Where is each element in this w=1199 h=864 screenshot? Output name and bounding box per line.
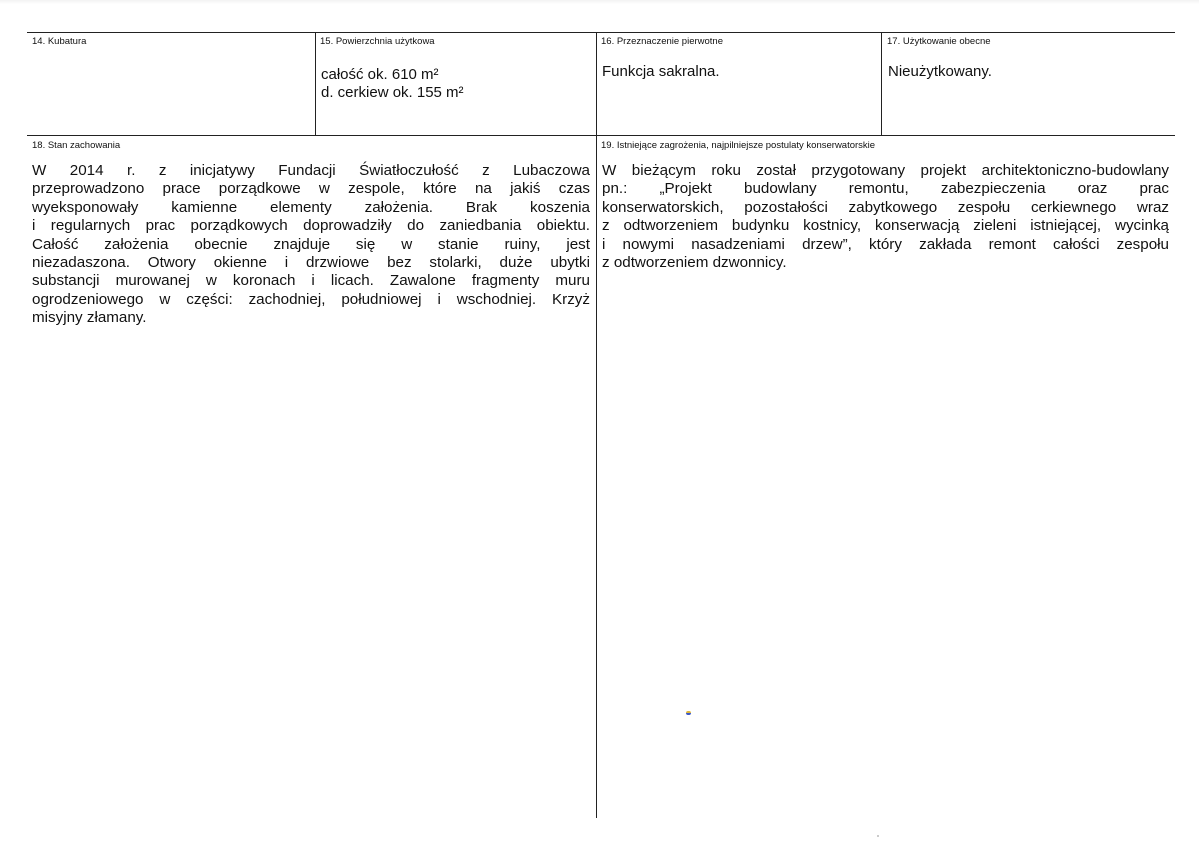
- text-line: ogrodzeniowego w części: zachodniej, południowej i wschodniej. Krzyż: [32, 290, 590, 308]
- text-line: W bieżącym roku został przygotowany projekt architektoniczno-budowlany: [602, 162, 1169, 179]
- field-17-label: 17. Użytkowanie obecne: [887, 36, 991, 47]
- text-line: z odtworzeniem dzwonnicy.: [602, 254, 787, 272]
- field-19-label: 19. Istniejące zagrożenia, najpilniejsze postulaty konserwatorskie: [601, 140, 876, 151]
- field-14-label: 14. Kubatura: [32, 36, 87, 47]
- text-line: z odtworzeniem budynku kostnicy, konserwacją zieleni istniejącej, wycinką: [602, 217, 1169, 235]
- text-line: Całość założenia obecnie znajduje się w stanie ruiny, jest: [32, 235, 590, 253]
- field-15-label: 15. Powierzchnia użytkowa: [320, 36, 435, 47]
- table-top-border: [27, 32, 1175, 33]
- text-line: misyjny złamany.: [32, 309, 147, 327]
- field-18-label: 18. Stan zachowania: [32, 140, 121, 151]
- field-15-total-area: całość ok. 610 m²: [321, 66, 439, 83]
- row-divider: [27, 135, 1175, 136]
- field-16-label: 16. Przeznaczenie pierwotne: [601, 36, 723, 47]
- column-divider-main: [596, 32, 597, 818]
- column-divider-16-17: [881, 32, 882, 136]
- field-18-text: [32, 162, 590, 328]
- field-16-value: Funkcja sakralna.: [602, 63, 720, 80]
- scan-speck: [877, 835, 879, 837]
- text-line: przeprowadzono prace porządkowe w zespole, które na jakiś czas: [32, 180, 590, 198]
- text-line: W 2014 r. z inicjatywy Fundacji Światłoczułość z Lubaczowa: [32, 162, 590, 179]
- field-15-church-area: d. cerkiew ok. 155 m²: [321, 84, 464, 101]
- field-19-text: [602, 162, 1169, 272]
- column-divider-14-15: [315, 32, 316, 136]
- field-17-value: Nieużytkowany.: [888, 63, 992, 80]
- scan-edge: [0, 0, 1199, 4]
- text-line: niezadaszona. Otwory okienne i drzwiowe bez stolarki, duże ubytki: [32, 254, 590, 272]
- text-line: konserwatorskich, pozostałości zabytkowego zespołu cerkiewnego wraz: [602, 198, 1169, 216]
- text-line: substancji murowanej w koronach i licach. Zawalone fragmenty muru: [32, 272, 590, 290]
- text-line: i nowymi nasadzeniami drzew”, który zakłada remont całości zespołu: [602, 235, 1169, 253]
- text-line: wyeksponowały kamienne elementy założenia. Brak koszenia: [32, 198, 590, 216]
- text-line: i regularnych prac porządkowych doprowadziły do zaniedbania obiektu.: [32, 217, 590, 235]
- scan-color-dot: [686, 711, 691, 715]
- text-line: pn.: „Projekt budowlany remontu, zabezpieczenia oraz prac: [602, 180, 1169, 198]
